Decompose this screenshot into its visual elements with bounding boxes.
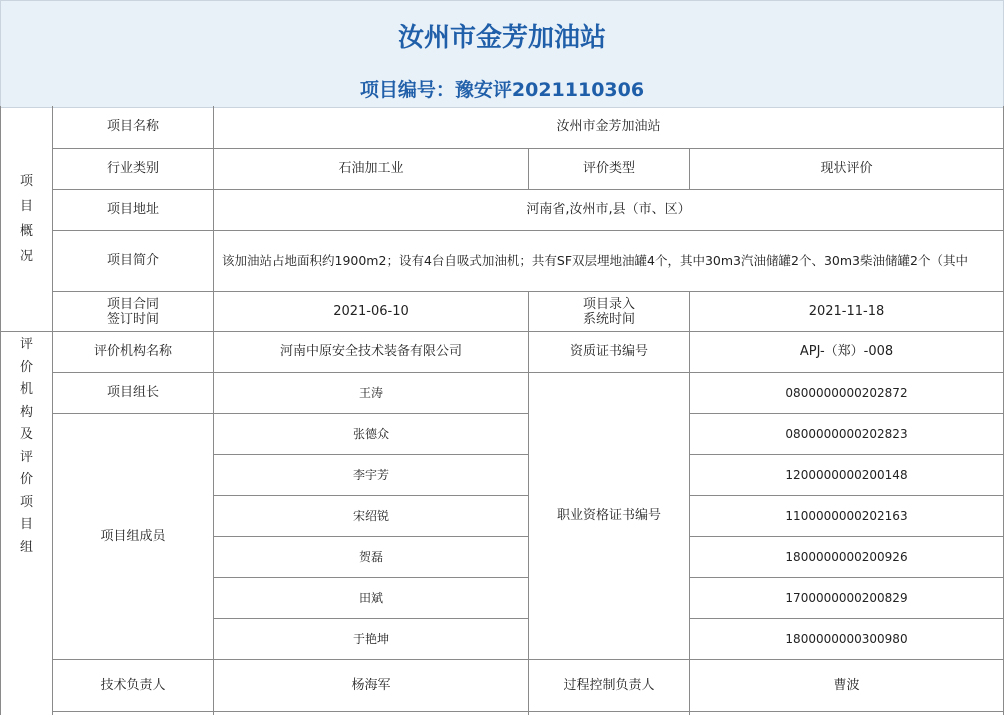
member-name: 李宇芳 bbox=[214, 455, 529, 496]
contract-time-value: 2021-06-10 bbox=[214, 292, 529, 332]
tech-lead-value: 杨海军 bbox=[214, 660, 529, 712]
section-char: 价 bbox=[19, 472, 33, 487]
entry-time-label-line1: 项目录入 bbox=[582, 296, 635, 312]
report-header bbox=[0, 0, 1004, 108]
section-char: 评 bbox=[19, 449, 33, 465]
section-label-team bbox=[0, 332, 53, 715]
contract-time-label bbox=[53, 292, 214, 332]
page-title: 汝州市金芳加油站 bbox=[397, 23, 606, 53]
section-char: 及 bbox=[19, 427, 33, 442]
org-name-label: 评价机构名称 bbox=[53, 332, 214, 373]
member-name: 张德众 bbox=[214, 414, 529, 455]
section-char: 项 bbox=[19, 494, 33, 510]
section-char: 目 bbox=[19, 517, 33, 532]
address-value: 河南省,汝州市,县（市、区） bbox=[214, 190, 1004, 231]
qualification-label: 职业资格证书编号 bbox=[529, 373, 690, 660]
process-lead-label: 过程控制负责人 bbox=[529, 660, 690, 712]
eval-type-label: 评价类型 bbox=[529, 149, 690, 190]
member-cert: 1800000000200926 bbox=[690, 537, 1004, 578]
member-cert: 1200000000200148 bbox=[690, 455, 1004, 496]
project-name-value: 汝州市金芳加油站 bbox=[214, 106, 1004, 149]
member-cert: 1100000000202163 bbox=[690, 496, 1004, 537]
member-cert: 1700000000200829 bbox=[690, 578, 1004, 619]
member-name: 贺磊 bbox=[214, 537, 529, 578]
section-char: 构 bbox=[19, 404, 33, 420]
member-cert: 0800000000202823 bbox=[690, 414, 1004, 455]
eval-type-value: 现状评价 bbox=[690, 149, 1004, 190]
section-char: 价 bbox=[19, 359, 33, 375]
section-char: 目 bbox=[19, 198, 33, 214]
project-name-label: 项目名称 bbox=[53, 106, 214, 149]
leader-cert: 0800000000202872 bbox=[690, 373, 1004, 414]
section-char: 项 bbox=[19, 173, 33, 189]
cert-value: APJ-（郑）-008 bbox=[690, 332, 1004, 373]
info-table bbox=[0, 106, 1004, 715]
section-char: 况 bbox=[19, 248, 33, 264]
industry-label: 行业类别 bbox=[53, 149, 214, 190]
project-number: 项目编号：豫安评2021110306 bbox=[359, 79, 645, 101]
leader-label: 项目组长 bbox=[53, 373, 214, 414]
process-lead-value: 曹波 bbox=[690, 660, 1004, 712]
section-char: 组 bbox=[19, 539, 33, 555]
leader-name: 王涛 bbox=[214, 373, 529, 414]
entry-time-label bbox=[529, 292, 690, 332]
org-name-value: 河南中原安全技术装备有限公司 bbox=[214, 332, 529, 373]
member-name: 于艳坤 bbox=[214, 619, 529, 660]
cert-label: 资质证书编号 bbox=[529, 332, 690, 373]
contract-time-label-line1: 项目合同 bbox=[106, 296, 159, 312]
member-name: 宋绍锐 bbox=[214, 496, 529, 537]
section-char: 概 bbox=[19, 223, 33, 239]
brief-value: 该加油站占地面积约1900m2；设有4台自吸式加油机；共有SF双层埋地油罐4个，其中30m3汽油储罐2个、30m3柴油储罐2个（其中 bbox=[214, 231, 1004, 292]
brief-label: 项目简介 bbox=[53, 231, 214, 292]
section-char: 机 bbox=[19, 382, 33, 397]
section-char: 评 bbox=[19, 337, 33, 352]
member-name: 田斌 bbox=[214, 578, 529, 619]
tech-lead-label: 技术负责人 bbox=[53, 660, 214, 712]
section-label-overview bbox=[0, 106, 53, 332]
address-label: 项目地址 bbox=[53, 190, 214, 231]
member-cert: 1800000000300980 bbox=[690, 619, 1004, 660]
entry-time-label-line2: 系统时间 bbox=[582, 311, 635, 327]
entry-time-value: 2021-11-18 bbox=[690, 292, 1004, 332]
industry-value: 石油加工业 bbox=[214, 149, 529, 190]
contract-time-label-line2: 签订时间 bbox=[106, 311, 159, 327]
members-label: 项目组成员 bbox=[53, 414, 214, 660]
